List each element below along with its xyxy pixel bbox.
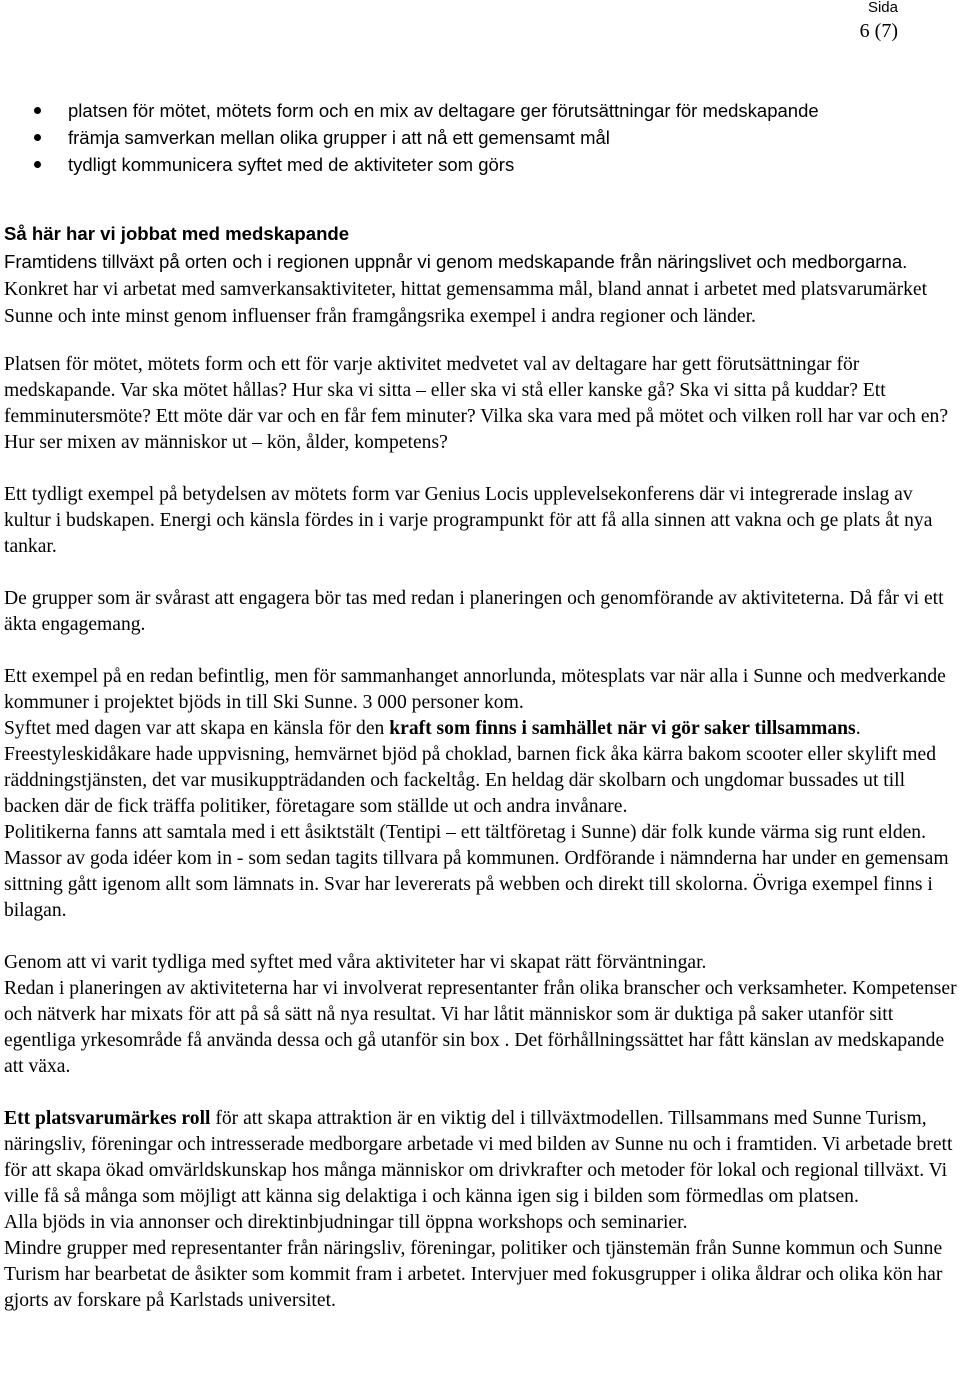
page-label: Sida xyxy=(867,0,898,16)
paragraph-platsen: Platsen för mötet, mötets form och ett för varje aktivitet medvetet val av deltagare har gett förutsättningar för medskapande. Var ska mötet hållas? Hur ska vi sitta – eller ska vi stå eller kanske gå? Ska vi sitta på kuddar? Ett femminutersmöte? Ett möte där var och en får fem minuter? Vilka ska vara med på mötet och vilken roll har var och en? Hur ser mixen av människor ut – kön, ålder, kompetens? xyxy=(4,354,949,453)
syftet-text-pre: Syftet med dagen var att skapa en känsla för den xyxy=(4,718,390,739)
document-body xyxy=(4,97,960,1314)
paragraph-ski-sunne: Ett exempel på en redan befintlig, men för sammanhanget annorlunda, mötesplats var när alla i Sunne och medverkande kommuner i projektet bjöds in till Ski Sunne. 3 000 personer kom. xyxy=(4,666,946,713)
bullet-list xyxy=(4,97,960,178)
paragraph-politikerna: Politikerna fanns att samtala med i ett åsiktstält (Tentipi – ett tältföretag i Sunne) där folk kunde värma sig runt elden. Massor av goda idéer kom in - som sedan tagits tillvara på kommunen. Ordförande i nämnderna har under en gemensam sittning gått igenom allt som lämnats in. Svar har levererats på webben och direkt till skolorna. Övriga exempel finns i bilagan. xyxy=(4,822,949,921)
list-item xyxy=(4,97,960,124)
paragraph-grupper: De grupper som är svårast att engagera bör tas med redan i planeringen och genomförande av aktiviteterna. Då får vi ett äkta engagemang. xyxy=(4,588,944,635)
page-number: 6 (7) xyxy=(859,20,898,42)
bullet-icon xyxy=(34,161,41,168)
list-item-text: platsen för mötet, mötets form och en mix av deltagare ger förutsättningar för medskapande xyxy=(68,100,819,121)
syftet-text-post: . Freestyleskidåkare hade uppvisning, hemvärnet bjöd på choklad, barnen fick åka kärra bakom scooter eller skylift med räddningstjänsten, det var musikuppträdanden och fackeltåg. En heldag där skolbarn och ungdomar bussades ut till backen där de fick träffa politiker, företagare som ställde ut och andra invånare. xyxy=(4,718,937,817)
list-item xyxy=(4,151,960,178)
paragraph-redan: Redan i planeringen av aktiviteterna har vi involverat representanter från olika branscher och verksamheter. Kompetenser och nätverk har mixats för att på så sätt nå nya resultat. Vi har låtit människor som är duktiga på saker utanför sitt egentliga yrkesområde få använda dessa och gå utanför sin box . Det förhållningssättet har fått känslan av medskapande att växa. xyxy=(4,978,957,1077)
bullet-icon xyxy=(34,107,41,114)
paragraph-alla: Alla bjöds in via annonser och direktinbjudningar till öppna workshops och seminarier. xyxy=(4,1212,688,1233)
list-item xyxy=(4,124,960,151)
intro-sans-text: Framtidens tillväxt på orten och i regionen uppnår vi genom medskapande från näringslivet och medborgarna. xyxy=(4,251,908,272)
paragraph-genius-loci: Ett tydligt exempel på betydelsen av mötets form var Genius Locis upplevelsekonferens där vi integrerade inslag av kultur i budskapen. Energi och känsla fördes in i varje programpunkt för att få alla sinnen att vakna och ge plats åt nya tankar. xyxy=(4,484,933,557)
paragraph-genom: Genom att vi varit tydliga med syftet med våra aktiviteter har vi skapat rätt förväntningar. xyxy=(4,952,707,973)
list-item-text: främja samverkan mellan olika grupper i att nå ett gemensamt mål xyxy=(68,127,610,148)
bullet-icon xyxy=(34,134,41,141)
platsvarumarke-text-rest: för att skapa attraktion är en viktig del i tillväxtmodellen. Tillsammans med Sunne Turism, näringsliv, föreningar och intresserade medborgare arbetade vi med bilden av Sunne nu och i framtiden. Vi arbetade brett för att skapa ökad omvärldskunskap hos många människor om drivkrafter och metoder för lokal och regional tillväxt. Vi ville få så många som möjligt att känna sig delaktiga i och känna igen sig i bilden som förmedlas om platsen. xyxy=(4,1108,953,1207)
paragraph-syftet xyxy=(4,716,960,820)
paragraph-platsvarumarke xyxy=(4,1106,960,1210)
platsvarumarke-text-bold: Ett platsvarumärkes roll xyxy=(4,1108,211,1129)
section-heading: Så här har vi jobbat med medskapande xyxy=(4,223,350,244)
section-intro xyxy=(4,249,960,330)
intro-serif-text: Konkret har vi arbetat med samverkansaktiviteter, hittat gemensamma mål, bland annat i arbetet med platsvarumärket Sunne och inte minst genom influenser från framgångsrika exempel i andra regioner och länder. xyxy=(4,279,928,327)
list-item-text: tydligt kommunicera syftet med de aktiviteter som görs xyxy=(68,154,515,175)
paragraph-mindre: Mindre grupper med representanter från näringsliv, föreningar, politiker och tjänstemän från Sunne kommun och Sunne Turism har bearbetat de åsikter som kommit fram i arbetet. Intervjuer med fokusgrupper i olika åldrar och olika kön har gjorts av forskare på Karlstads universitet. xyxy=(4,1238,943,1311)
syftet-text-bold: kraft som finns i samhället när vi gör saker tillsammans xyxy=(389,718,856,739)
